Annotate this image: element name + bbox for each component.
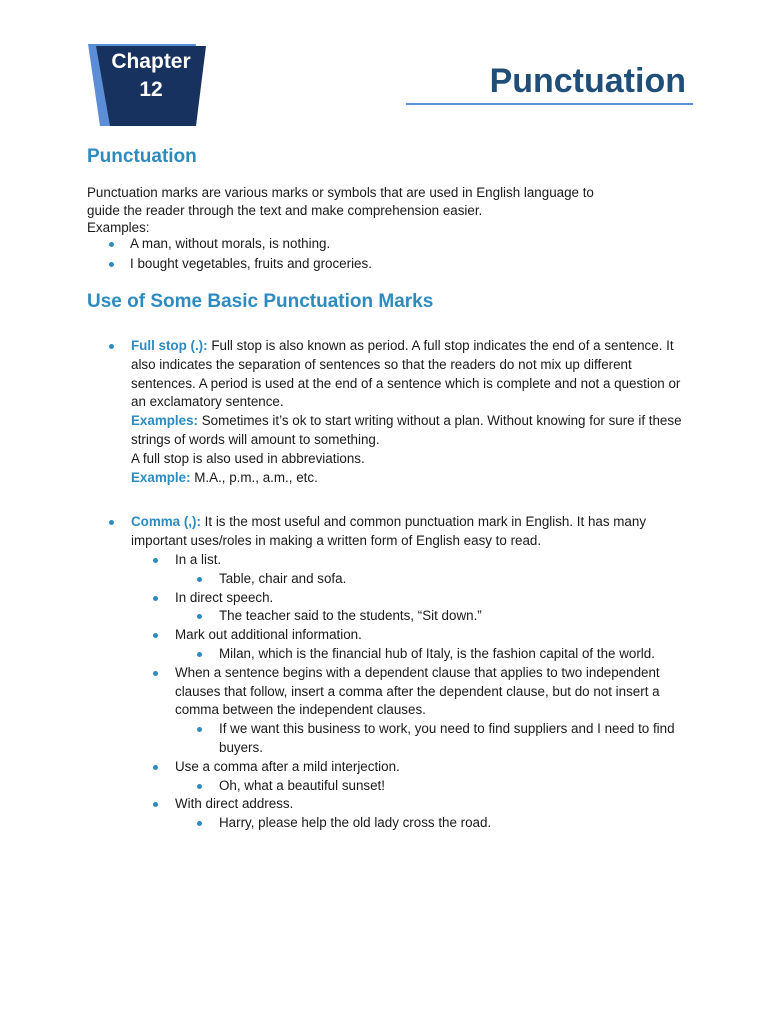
- badge-chapter-number: 12: [139, 78, 163, 101]
- example-label: Example:: [131, 469, 191, 485]
- examples-text: Sometimes it’s ok to start writing without a plan. Without knowing for sure if these strings of words will amount to something.: [131, 413, 682, 447]
- bullet-icon: [109, 262, 114, 267]
- bullet-icon: [197, 821, 202, 826]
- bullet-icon: [153, 633, 158, 638]
- list-item: With direct address. Harry, please help the old lady cross the road.: [131, 795, 697, 833]
- bullet-icon: [197, 652, 202, 657]
- section-heading-punctuation: Punctuation: [87, 146, 197, 167]
- section-heading-basic-marks: Use of Some Basic Punctuation Marks: [87, 291, 434, 312]
- bullet-icon: [109, 520, 114, 525]
- list-item: Use a comma after a mild interjection. Oh, what a beautiful sunset!: [131, 758, 697, 796]
- abbreviation-line: A full stop is also used in abbreviations.: [131, 450, 365, 466]
- intro-paragraph: [87, 184, 647, 237]
- full-stop-label: Full stop (.):: [131, 338, 208, 353]
- intro-line-2: guide the reader through the text and make comprehension easier.: [87, 202, 483, 218]
- examples-label: Examples:: [131, 413, 198, 429]
- list-item: Table, chair and sofa.: [175, 570, 697, 589]
- full-stop-item: [87, 337, 697, 513]
- list-item: In a list. Table, chair and sofa.: [131, 551, 697, 589]
- bullet-icon: [153, 558, 158, 563]
- list-item: When a sentence begins with a dependent clause that applies to two independent clauses that follow, insert a comma after the dependent clause, but do not insert a comma between the independent clauses. If we want this business to work, you need to find suppliers and I need to find buyers.: [131, 664, 697, 758]
- bullet-icon: [197, 727, 202, 732]
- chapter-title: Punctuation: [489, 62, 686, 100]
- comma-label: Comma (,):: [131, 514, 201, 530]
- list-item: A man, without morals, is nothing.: [87, 236, 372, 256]
- intro-examples-list: [87, 236, 372, 276]
- bullet-icon: [153, 802, 158, 807]
- intro-line-1: Punctuation marks are various marks or symbols that are used in English language to: [87, 185, 594, 200]
- bullet-icon: [109, 242, 114, 247]
- full-stop-text: Full stop is also known as period. A full stop indicates the end of a sentence. It also indicates the separation of sentences so that the readers do not mix up different sentences. A period is used at the end of a sentence which is complete and not a question or an exclamatory sentence.: [131, 338, 681, 410]
- intro-line-3: Examples:: [87, 220, 150, 235]
- list-item: The teacher said to the students, “Sit down.”: [175, 607, 697, 626]
- bullet-icon: [153, 671, 158, 676]
- list-item: If we want this business to work, you need to find suppliers and I need to find buyers.: [175, 720, 697, 758]
- list-item: I bought vegetables, fruits and groceries.: [87, 256, 372, 276]
- comma-text: It is the most useful and common punctuation mark in English. It has many important uses/roles in making a written form of English easy to read.: [131, 514, 647, 549]
- bullet-icon: [153, 765, 158, 770]
- bullet-icon: [109, 344, 114, 349]
- chapter-badge: [86, 42, 208, 128]
- example-text: M.A., p.m., a.m., etc.: [190, 469, 318, 485]
- list-item: Milan, which is the financial hub of Italy, is the fashion capital of the world.: [175, 645, 697, 664]
- title-underline: [406, 103, 693, 105]
- list-item: In direct speech. The teacher said to the students, “Sit down.”: [131, 589, 697, 627]
- punctuation-marks-list: [87, 337, 697, 833]
- comma-item: [87, 513, 697, 833]
- list-item: Harry, please help the old lady cross the road.: [175, 814, 697, 833]
- bullet-icon: [197, 577, 202, 582]
- badge-chapter-label: Chapter: [111, 50, 191, 73]
- bullet-icon: [197, 614, 202, 619]
- list-item: Mark out additional information. Milan, which is the financial hub of Italy, is the fashion capital of the world.: [131, 626, 697, 664]
- bullet-icon: [197, 784, 202, 789]
- bullet-icon: [153, 596, 158, 601]
- comma-uses-list: [131, 551, 697, 833]
- list-item: Oh, what a beautiful sunset!: [175, 777, 697, 796]
